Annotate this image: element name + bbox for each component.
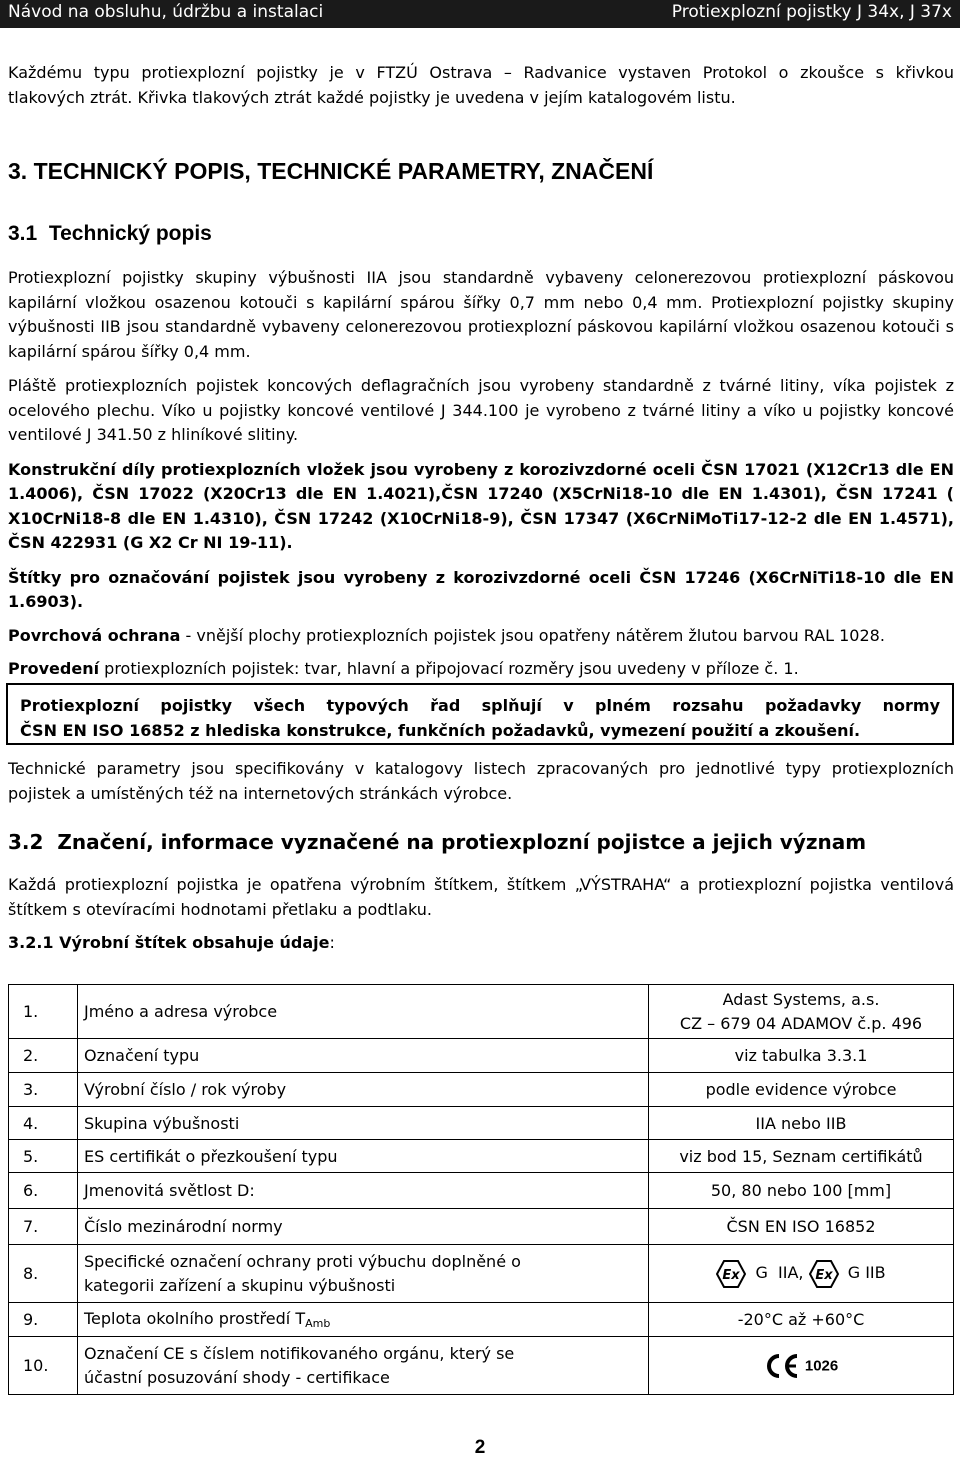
paragraph-ia-iib: Protiexplozní pojistky skupiny výbušnosti IIA jsou standardně vybaveny celonerezovou protiexplozní páskovou kapilární vložkou osazenou kotouči s kapilární spárou šířky 0,7 mm nebo 0,4 mm. Protiexplozní pojistky skupiny výbušnosti IIB jsou standardně vybaveny celonerezovou protiexplozní páskovou kapilární vložkou osazenou kotouči s kapilární spárou šířky 0,4 mm. — [8, 268, 954, 361]
row-label: Výrobní číslo / rok výroby — [78, 1073, 649, 1107]
row-value — [649, 985, 954, 1039]
row-label-line-1: Označení CE s číslem notifikovaného orgánu, který se — [84, 1343, 515, 1363]
row-value: ČSN EN ISO 16852 — [649, 1209, 954, 1245]
table-row — [9, 1337, 954, 1395]
ce-mark-icon — [764, 1353, 800, 1379]
section-3-2-body — [8, 873, 954, 922]
table-row — [9, 1073, 954, 1107]
paragraph-labels-info: Každá protiexplozní pojistka je opatřena výrobním štítkem, štítkem „VÝSTRAHA“ a protiexplozní pojistka ventilová štítkem s otevíracími hodnotami přetlaku a podtlaku. — [8, 875, 954, 919]
row-label-line-2: kategorii zařízení a skupinu výbušnosti — [84, 1275, 396, 1295]
compliance-box — [6, 683, 954, 745]
ex-iia-text: G IIA, — [755, 1263, 804, 1282]
surface-rest: - vnější plochy protiexplozních pojistek jsou opatřeny nátěrem žlutou barvou RAL 1028. — [180, 625, 885, 645]
temperature-subscript: Amb — [305, 1317, 331, 1330]
row-number: 1. — [9, 985, 78, 1039]
row-label-line-2: účastní posuzování shody - certifikace — [84, 1367, 390, 1387]
compliance-line-1: Protiexplozní pojistky všech typových řad splňují v plném rozsahu požadavky normy — [20, 696, 940, 715]
row-label-line-1: Specifické označení ochrany proti výbuchu doplněné o — [84, 1251, 521, 1271]
section-3-2-heading: 3.2 Značení, informace vyznačené na protiexplozní pojistce a jejich význam — [8, 830, 867, 854]
table-row — [9, 1140, 954, 1173]
intro-line-1: Každému typu protiexplozní pojistky je v FTZÚ Ostrava – Radvanice vystaven Protokol o zkoušce s křivkou — [8, 63, 954, 82]
paragraph-tech-params: Technické parametry jsou specifikovány v katalogovy listech zpracovaných pro jednotlivé typy protiexplozních pojistek a umístěných též na internetových stránkách výrobce. — [8, 759, 954, 803]
row-number: 8. — [9, 1245, 78, 1303]
compliance-line-2: ČSN EN ISO 16852 z hlediska konstrukce, funkčních požadavků, vymezení použití a zkoušení. — [20, 720, 861, 740]
row-value: viz tabulka 3.3.1 — [649, 1039, 954, 1073]
row-number: 5. — [9, 1140, 78, 1173]
table-row — [9, 1039, 954, 1073]
section-3-heading: 3. TECHNICKÝ POPIS, TECHNICKÉ PARAMETRY, ZNAČENÍ — [8, 158, 654, 184]
row-label: Skupina výbušnosti — [78, 1107, 649, 1140]
intro-paragraph — [8, 61, 954, 110]
page-header — [0, 0, 960, 28]
row-label: ES certifikát o přezkoušení typu — [78, 1140, 649, 1173]
paragraph-housings: Pláště protiexplozních pojistek koncových deflagračních jsou vyrobeny standardně z tvárné litiny, víka pojistek z ocelového plechu. Víko u pojistky koncové ventilové J 344.100 je vyrobeno z tvárné litiny a víko u pojistky koncové ventilové J 341.50 z hliníkové slitiny. — [8, 376, 954, 444]
notified-body-number: 1026 — [804, 1357, 839, 1374]
row-label: Jmenovitá světlost D: — [78, 1173, 649, 1209]
surface-bold: Povrchová ochrana — [8, 625, 181, 645]
paragraph-design — [8, 657, 954, 682]
design-bold: Provedení — [8, 659, 100, 678]
row-number: 10. — [9, 1337, 78, 1395]
header-right-title: Protiexplozní pojistky J 34x, J 37x — [671, 2, 952, 22]
table-row — [9, 1107, 954, 1140]
ex-hexagon-icon — [809, 1260, 839, 1288]
intro-line-2: tlakových ztrát. Křivka tlakových ztrát každé pojistky je uvedena v jejím katalogovém listu. — [8, 87, 736, 107]
row-value: viz bod 15, Seznam certifikátů — [649, 1140, 954, 1173]
manufacturer-name: Adast Systems, a.s. — [722, 989, 880, 1009]
temperature-label: Teplota okolního prostředí T — [84, 1309, 306, 1328]
svg-text:Ex: Ex — [814, 1267, 833, 1283]
row-number: 2. — [9, 1039, 78, 1073]
manufacturer-address: CZ – 679 04 ADAMOV č.p. 496 — [679, 1013, 923, 1033]
table-row — [9, 1209, 954, 1245]
paragraph-surface — [8, 624, 954, 649]
row-number: 4. — [9, 1107, 78, 1140]
row-value: -20°C až +60°C — [649, 1303, 954, 1337]
tech-params-paragraph — [8, 757, 954, 806]
row-number: 6. — [9, 1173, 78, 1209]
table-row — [9, 985, 954, 1039]
row-number: 9. — [9, 1303, 78, 1337]
section-3-2-1-heading: 3.2.1 Výrobní štítek obsahuje údaje: — [8, 933, 335, 952]
table-row — [9, 1303, 954, 1337]
row-value: 50, 80 nebo 100 [mm] — [649, 1173, 954, 1209]
row-value: podle evidence výrobce — [649, 1073, 954, 1107]
section-3-2-1-text: 3.2.1 Výrobní štítek obsahuje údaje — [8, 933, 330, 952]
table-row — [9, 1245, 954, 1303]
row-value — [649, 1337, 954, 1395]
row-label: Číslo mezinárodní normy — [78, 1209, 649, 1245]
row-label — [78, 1245, 649, 1303]
paragraph-materials: Konstrukční díly protiexplozních vložek jsou vyrobeny z korozivzdorné oceli ČSN 17021 (X12Cr13 dle EN 1.4006), ČSN 17022 (X20Cr13 dle EN 1.4021),ČSN 17240 (X5CrNi18-10 dle EN 1.4301), ČSN 17241 ( X10CrNi18-8 dle EN 1.4310), ČSN 17242 (X10CrNi18-9), ČSN 17347 (X6CrNiMoTi17-12-2 dle EN 1.4571), ČSN 422931 (G X2 Cr NI 19-11). — [8, 459, 954, 552]
section-3-1-body — [8, 266, 954, 682]
page-number: 2 — [474, 1437, 486, 1458]
paragraph-labels: Štítky pro označování pojistek jsou vyrobeny z korozivzdorné oceli ČSN 17246 (X6CrNiTi18-10 dle EN 1.6903). — [8, 567, 954, 611]
row-label — [78, 1303, 649, 1337]
ex-hexagon-icon — [716, 1260, 746, 1288]
row-number: 3. — [9, 1073, 78, 1107]
row-number: 7. — [9, 1209, 78, 1245]
section-3-1-heading: 3.1 Technický popis — [8, 222, 212, 245]
ex-iib-text: G IIB — [847, 1263, 886, 1282]
svg-text:Ex: Ex — [722, 1267, 741, 1283]
nameplate-table — [8, 984, 954, 1395]
row-label: Označení typu — [78, 1039, 649, 1073]
row-label — [78, 1337, 649, 1395]
table-row — [9, 1173, 954, 1209]
row-value — [649, 1245, 954, 1303]
row-label: Jméno a adresa výrobce — [78, 985, 649, 1039]
row-value: IIA nebo IIB — [649, 1107, 954, 1140]
header-left-title: Návod na obsluhu, údržbu a instalaci — [8, 2, 324, 22]
design-rest: protiexplozních pojistek: tvar, hlavní a připojovací rozměry jsou uvedeny v příloze č. 1. — [99, 659, 799, 678]
